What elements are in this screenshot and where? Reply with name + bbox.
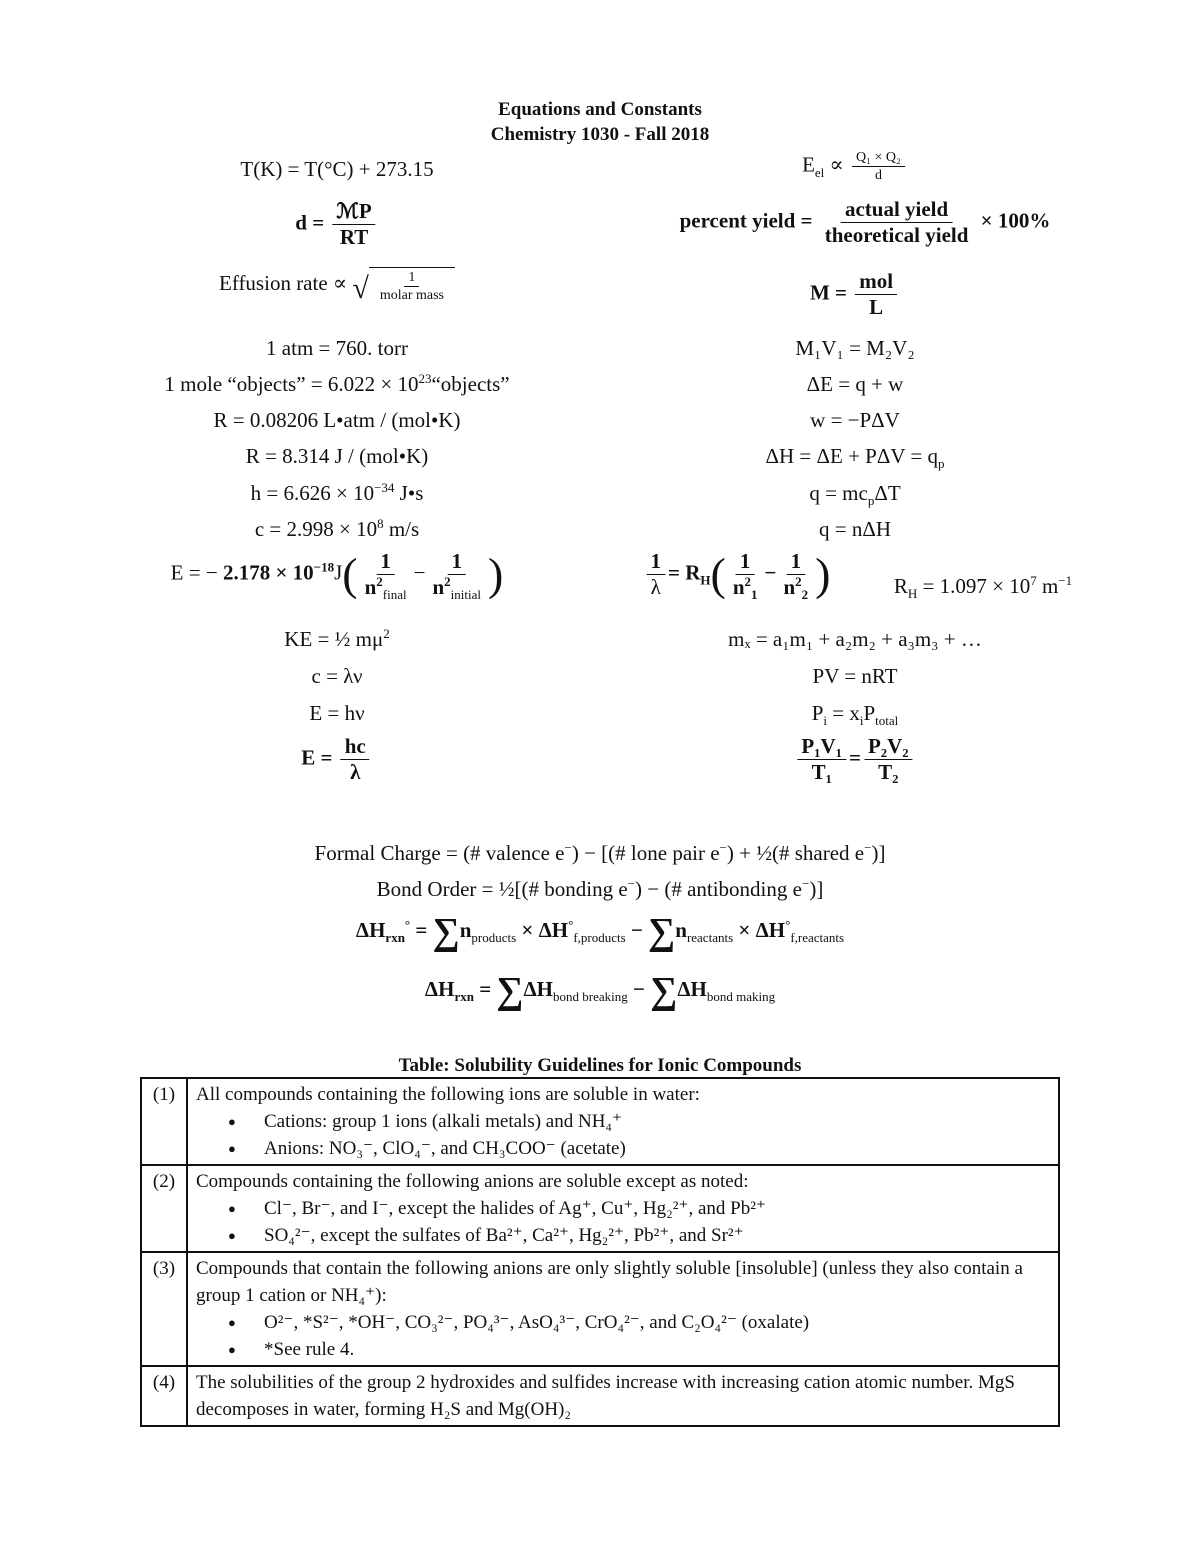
hrxn-products: products (471, 930, 517, 945)
dilution-equation: M₁V₁ = M₂V₂ (795, 336, 915, 360)
eel-prop: ∝ (824, 152, 850, 177)
bohr-square-2: 2 (444, 574, 451, 590)
be-rxn: rxn (454, 989, 474, 1004)
ryd-num-1: 1 (736, 550, 755, 575)
rydconst-value: = 1.097 × 10 (917, 574, 1031, 598)
be-dh3: ΔH (677, 976, 707, 1001)
bond-enthalpy-equation (425, 972, 775, 1010)
planck-text: h = 6.626 × 10 (250, 481, 375, 505)
rydberg-constant (893, 573, 1073, 602)
rule-bullet (196, 1108, 1050, 1135)
hrxn-minus: − (625, 917, 649, 942)
density-lhs: d = (295, 210, 325, 235)
bond-b: ) − (# antibonding e (634, 877, 802, 901)
rydconst-exp: 7 (1030, 573, 1037, 588)
gas-constant-1: R = 0.08206 L•atm / (mol•K) (213, 408, 461, 432)
be-breaking: bond breaking (553, 989, 628, 1004)
sigma-icon-2: ∑ (648, 911, 676, 953)
bond-order-equation (377, 877, 824, 902)
gas-density-equation (295, 200, 378, 249)
bullet-text: SO₄²⁻, except the sulfates of Ba²⁺, Ca²⁺, Hg₂²⁺, Pb²⁺, and Sr²⁺ (264, 1225, 744, 1246)
ideal-gas-law: PV = nRT (812, 664, 898, 688)
partial-x: = x (827, 701, 860, 725)
bullet-text: Anions: NO₃⁻, ClO₄⁻, and CH₃COO⁻ (acetate) (264, 1138, 626, 1159)
hrxn-times2: × ΔH (733, 917, 786, 942)
ke-text: KE = ½ mμ (284, 627, 384, 651)
rule-text: All compounds containing the following ions are soluble in water: (196, 1084, 700, 1105)
yield-rhs: × 100% (980, 208, 1051, 233)
heat-text: q = mc (809, 481, 868, 505)
ryd-n1: n (732, 575, 745, 600)
table-row (141, 1252, 1059, 1366)
partial-xi: i (859, 713, 864, 729)
rydconst-unit-exp: −1 (1058, 573, 1073, 588)
molarity-lhs: M = (809, 280, 847, 305)
bullet-text: Cl⁻, Br⁻, and I⁻, except the halides of Ag⁺, Cu⁺, Hg₂²⁺, and Pb²⁺ (264, 1198, 766, 1219)
molar-heat-equation: q = nΔH (818, 517, 892, 541)
bohr-minus: − (413, 560, 426, 585)
rule-bullet (196, 1135, 1050, 1162)
rule-number: (1) (141, 1078, 187, 1165)
hrxn-dh: ΔH (355, 917, 386, 942)
ryd-num-2: 1 (787, 550, 806, 575)
enthalpy-sub: p (938, 456, 945, 472)
hrxn-reactants: reactants (686, 930, 734, 945)
combined-num2: P₂V₂ (864, 735, 913, 760)
rule-bullet (196, 1336, 1050, 1363)
percent-yield-equation (680, 198, 1051, 247)
ryd-n2: n (783, 575, 796, 600)
heat-dt: ΔT (874, 481, 901, 505)
bond-a: Bond Order = ½[(# bonding e (376, 877, 628, 901)
enthalpy-text: ΔH = ΔE + PΔV = q (765, 444, 939, 468)
light-exponent: 8 (377, 516, 384, 531)
combined-num1: P₁V₁ (797, 735, 846, 760)
bond-c: )] (809, 877, 824, 901)
partial-pressure (811, 701, 899, 729)
enthalpy-equation (765, 444, 945, 472)
molarity-equation (810, 270, 900, 319)
photon-energy-wavelength (301, 735, 372, 784)
hrxn-fproducts: f,products (573, 930, 626, 945)
bohr-num-2: 1 (447, 550, 466, 575)
formal-d: )] (871, 841, 886, 865)
formal-c: ) + ½(# shared e (726, 841, 865, 865)
effusion-numerator: 1 (404, 270, 419, 287)
sigma-icon-3: ∑ (496, 970, 524, 1012)
sqrt-icon: √ (352, 271, 369, 305)
density-numerator: ℳP (332, 200, 375, 225)
effusion-equation (219, 267, 455, 304)
ryd-sq1: 2 (744, 574, 752, 590)
planck-unit: J•s (394, 481, 424, 505)
bohr-square: 2 (376, 574, 383, 590)
rydberg-equation: $\frac{1}{\lambda}$ = $R_H$( $\frac{1}{n^2_1}$ − $\frac{1}{n^2_2}$ ) (643, 550, 830, 599)
avogadro-equation (164, 372, 509, 397)
temperature-conversion: T(K) = T(°C) + 273.15 (240, 157, 434, 181)
first-law-equation: ΔE = q + w (806, 372, 904, 396)
planck-exponent: −34 (374, 480, 395, 495)
effusion-denominator: molar mass (379, 288, 444, 304)
e-numerator: hc (341, 735, 370, 760)
rule-cell (187, 1078, 1059, 1165)
bohr-exponent: −18 (313, 559, 335, 575)
avogadro-text: 1 mole “objects” = 6.022 × 10 (164, 372, 419, 396)
rule-bullet (196, 1309, 1050, 1336)
bohr-unit: J (334, 560, 343, 585)
bohr-num-1: 1 (376, 550, 395, 575)
atm-conversion: 1 atm = 760. torr (266, 336, 408, 360)
coulomb-energy (802, 150, 908, 184)
e-denominator: λ (350, 760, 361, 785)
solubility-table (140, 1077, 1060, 1427)
be-dh2: ΔH (523, 976, 554, 1001)
table-row (141, 1366, 1059, 1426)
ke-exponent: 2 (383, 626, 390, 641)
combined-eq: = (849, 745, 861, 770)
page-title: Equations and Constants (498, 99, 702, 120)
wave-equation: c = λν (311, 664, 363, 688)
ryd-lambda: λ (650, 575, 661, 600)
hrxn-deg2: ° (568, 916, 574, 932)
rydconst-unit: m (1036, 574, 1059, 598)
sigma-icon: ∑ (432, 911, 460, 953)
ryd-eq: = R (667, 560, 701, 585)
formal-sup2: − (719, 840, 727, 855)
bohr-initial-label: initial (450, 587, 481, 603)
formal-a: Formal Charge = (# valence e (314, 841, 565, 865)
avogadro-exponent: 23 (418, 371, 432, 386)
planck-constant (251, 481, 424, 506)
light-unit: m/s (383, 517, 420, 541)
gas-constant-2: R = 8.314 J / (mol•K) (245, 444, 429, 468)
rule-number: (2) (141, 1165, 187, 1252)
rule-text: Compounds containing the following anions are soluble except as noted: (196, 1171, 749, 1192)
table-caption: Table: Solubility Guidelines for Ionic Compounds (398, 1055, 802, 1076)
avogadro-unit: “objects” (431, 372, 510, 396)
speed-of-light (255, 517, 419, 542)
ryd-sq2: 2 (795, 574, 802, 590)
rule-text: Compounds that contain the following anions are only slightly soluble [insoluble] (unless they also contain a group 1 cation or NH₄⁺): (196, 1258, 1023, 1306)
bond-sup1: − (627, 876, 635, 891)
light-text: c = 2.998 × 10 (254, 517, 378, 541)
rule-cell (187, 1252, 1059, 1366)
partial-p2: P (863, 701, 876, 725)
hrxn-times1: × ΔH (516, 917, 569, 942)
rule-bullet (196, 1222, 1050, 1249)
bohr-energy-equation: E = − $2.178 \times 10^{-18}J$( $\frac{1}{n^2_{final}}$ − $\frac{1}{n^2_{initial}}$ ) (170, 548, 504, 603)
rydconst-h: H (907, 586, 918, 602)
photon-energy: E = hν (309, 701, 365, 725)
hrxn-deg: ° (404, 916, 411, 932)
combined-den1: T₁ (811, 760, 832, 785)
density-denominator: RT (339, 225, 369, 250)
bullet-text: O²⁻, *S²⁻, *OH⁻, CO₃²⁻, PO₄³⁻, AsO₄³⁻, CrO₄²⁻, and C₂O₄²⁻ (oxalate) (264, 1312, 810, 1333)
bullet-text: *See rule 4. (264, 1339, 355, 1360)
rule-number: (4) (141, 1366, 187, 1426)
partial-p: P (811, 701, 824, 725)
bohr-n-final: n (364, 575, 377, 600)
be-eq: = (473, 976, 497, 1001)
eel-numerator: Q₁ × Q₂ (852, 150, 905, 167)
rule-cell (187, 1165, 1059, 1252)
bullet-text: Cations: group 1 ions (alkali metals) and NH₄⁺ (264, 1111, 623, 1132)
ryd-minus: − (764, 560, 777, 585)
molarity-numerator: mol (855, 270, 897, 295)
hess-law-equation (356, 913, 844, 951)
ryd-one: 1 (646, 550, 665, 575)
ryd-sub2: 2 (801, 587, 809, 603)
bohr-lhs: E = − (170, 560, 223, 585)
hrxn-n2: n (675, 917, 687, 942)
heat-sub: p (867, 493, 875, 509)
molarity-denominator: L (869, 295, 884, 320)
page-subtitle: Chemistry 1030 - Fall 2018 (490, 124, 710, 145)
ryd-h: H (700, 572, 711, 588)
hrxn-freactants: f,reactants (790, 930, 845, 945)
yield-lhs: percent yield = (679, 208, 813, 233)
formal-sup3: − (864, 840, 872, 855)
formal-charge-equation (315, 841, 886, 866)
kinetic-energy (284, 627, 389, 652)
rule-text: The solubilities of the group 2 hydroxides and sulfides increase with increasing cation atomic number. MgS decomposes in water, forming H₂S and Mg(OH)₂ (196, 1372, 1015, 1420)
rule-bullet (196, 1195, 1050, 1222)
bohr-final-label: final (382, 587, 407, 603)
hrxn-eq: = (410, 917, 433, 942)
hrxn-sub: rxn (385, 930, 405, 945)
rule-cell (187, 1366, 1059, 1426)
eel-lhs: E (802, 152, 815, 177)
table-row (141, 1078, 1059, 1165)
formal-sup1: − (564, 840, 572, 855)
effusion-lhs: Effusion rate ∝ (219, 271, 348, 296)
formal-b: ) − [(# lone pair e (571, 841, 720, 865)
average-mass-equation: mₓ = a₁m₁ + a₂m₂ + a₃m₃ + … (728, 627, 982, 651)
be-minus: − (627, 976, 651, 1001)
rydconst-r: R (893, 574, 908, 598)
hrxn-deg3: ° (785, 916, 791, 932)
hrxn-n1: n (459, 917, 472, 942)
partial-total: total (875, 713, 899, 729)
bohr-n-initial: n (432, 575, 445, 600)
eel-denominator: d (874, 168, 882, 184)
partial-i: i (823, 713, 828, 729)
combined-den2: T₂ (878, 760, 899, 785)
rule-number: (3) (141, 1252, 187, 1366)
table-row (141, 1165, 1059, 1252)
bohr-coefficient: 2.178 × 10 (222, 560, 314, 585)
combined-gas-law (794, 735, 915, 784)
be-dh: ΔH (424, 976, 455, 1001)
e-lhs: E = (301, 745, 333, 770)
yield-numerator: actual yield (841, 198, 952, 223)
eel-sub: el (814, 164, 825, 180)
work-equation: w = −PΔV (810, 408, 900, 432)
ryd-sub1: 1 (751, 587, 758, 603)
sigma-icon-4: ∑ (650, 970, 678, 1012)
bond-sup2: − (801, 876, 810, 891)
yield-denominator: theoretical yield (824, 223, 969, 248)
heat-equation (809, 481, 901, 509)
be-making: bond making (706, 989, 776, 1004)
